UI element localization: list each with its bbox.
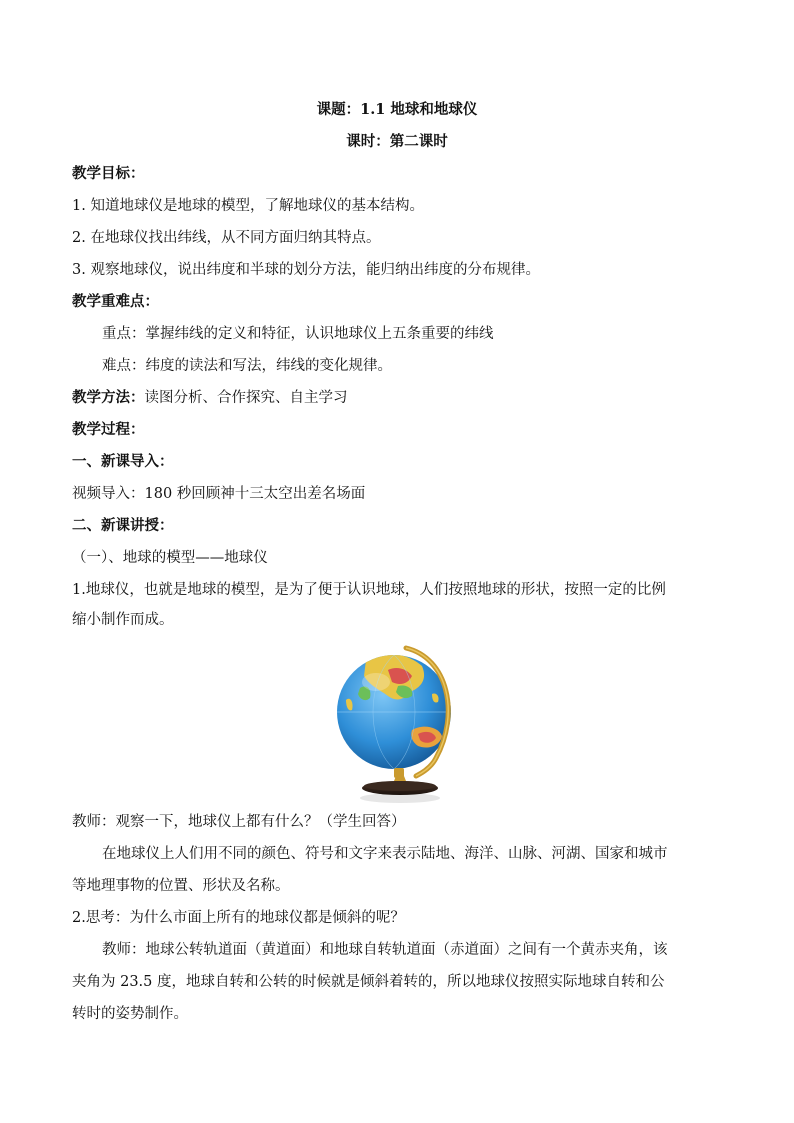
teacher-question: 教师：观察一下，地球仪上都有什么？（学生回答） <box>72 814 406 830</box>
intro-text: 视频导入：180 秒回顾神十三太空出差名场面 <box>72 486 366 502</box>
paragraph-line: 在地球仪上人们用不同的颜色、符号和文字来表示陆地、海洋、山脉、河湖、国家和城市 <box>102 846 668 862</box>
focus-text: 重点：掌握纬线的定义和特征，认识地球仪上五条重要的纬线 <box>102 326 494 342</box>
globe-image <box>336 640 466 804</box>
objective-item: 1. 知道地球仪是地球的模型，了解地球仪的基本结构。 <box>72 198 424 214</box>
lecture-heading: 二、新课讲授： <box>72 517 174 534</box>
paragraph-line: 等地理事物的位置、形状及名称。 <box>72 878 290 894</box>
sub-heading: （一）、地球的模型——地球仪 <box>72 550 268 566</box>
paragraph-line: 夹角为 23.5 度，地球自转和公转的时候就是倾斜着转的，所以地球仪按照实际地球自转和公 <box>72 974 665 990</box>
document-page <box>72 0 722 1123</box>
think-question: 2.思考：为什么市面上所有的地球仪都是倾斜的呢？ <box>72 910 405 926</box>
paragraph-line: 1.地球仪，也就是地球的模型，是为了便于认识地球，人们按照地球的形状，按照一定的比例 <box>72 582 666 598</box>
objectives-heading: 教学目标： <box>72 165 145 182</box>
process-heading: 教学过程： <box>72 421 145 438</box>
globe-icon <box>336 640 466 804</box>
lesson-title: 课题：1.1 地球和地球仪 <box>316 101 478 118</box>
difficulty-text: 难点：纬度的读法和写法，纬线的变化规律。 <box>102 358 392 374</box>
methods-text: 读图分析、合作探究、自主学习 <box>144 390 348 406</box>
methods-line <box>72 388 348 408</box>
key-points-heading: 教学重难点： <box>72 293 159 310</box>
methods-label: 教学方法： <box>72 389 145 406</box>
lesson-period: 课时：第二课时 <box>346 133 448 150</box>
objective-item: 3. 观察地球仪，说出纬度和半球的划分方法，能归纳出纬度的分布规律。 <box>72 262 540 278</box>
intro-heading: 一、新课导入： <box>72 453 174 470</box>
paragraph-line: 转时的姿势制作。 <box>72 1006 188 1022</box>
paragraph-line: 缩小制作而成。 <box>72 612 174 628</box>
paragraph-line: 教师：地球公转轨道面（黄道面）和地球自转轨道面（赤道面）之间有一个黄赤夹角，该 <box>102 942 668 958</box>
objective-item: 2. 在地球仪找出纬线，从不同方面归纳其特点。 <box>72 230 381 246</box>
